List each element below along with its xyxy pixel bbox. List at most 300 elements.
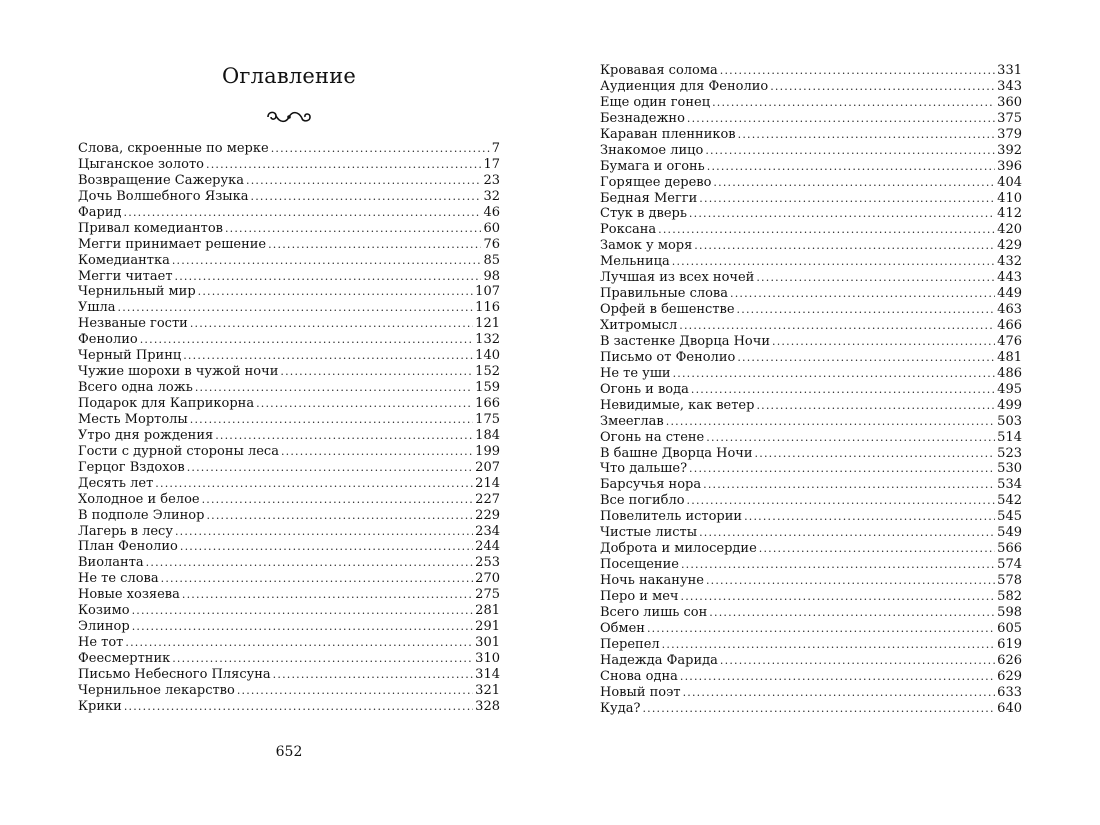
- toc-entry: [600, 238, 1022, 254]
- toc-entry: [78, 173, 500, 189]
- toc-entry-page: 396: [997, 158, 1022, 174]
- toc-dot-leader: [190, 412, 473, 428]
- toc-entry-page: 404: [997, 174, 1022, 190]
- toc-entry-page: 379: [997, 126, 1022, 142]
- toc-entry-title: Мегги читает: [78, 268, 173, 284]
- toc-entry-title: Надежда Фарида: [600, 652, 718, 668]
- toc-entry-title: Всего одна ложь: [78, 380, 193, 396]
- toc-entry-title: Барсучья нора: [600, 477, 702, 493]
- toc-dot-leader: [755, 446, 996, 462]
- toc-entry: [78, 651, 500, 667]
- toc-dot-leader: [281, 444, 473, 460]
- toc-dot-leader: [681, 557, 995, 573]
- toc-dot-leader: [198, 284, 474, 300]
- toc-entry-title: В башне Дворца Ночи: [600, 445, 753, 461]
- toc-dot-leader: [273, 667, 474, 683]
- toc-entry-title: Фенолио: [78, 332, 138, 348]
- toc-entry-title: Герцог Вздохов: [78, 459, 185, 475]
- toc-entry-title: Крики: [78, 698, 122, 714]
- toc-dot-leader: [756, 398, 995, 414]
- toc-entry-title: Чернильный мир: [78, 284, 196, 300]
- toc-entry: [600, 79, 1022, 95]
- toc-dot-leader: [124, 699, 473, 715]
- toc-dot-leader: [202, 492, 474, 508]
- toc-entry: [78, 316, 500, 332]
- toc-dot-leader: [268, 237, 481, 253]
- toc-dot-leader: [666, 414, 995, 430]
- toc-entry-page: 443: [997, 270, 1022, 286]
- toc-entry-title: Правильные слова: [600, 286, 729, 302]
- toc-entry-title: Не тот: [78, 635, 124, 651]
- toc-entry: [600, 461, 1022, 477]
- toc-entry-page: 46: [483, 204, 500, 220]
- toc-entry-page: 466: [997, 318, 1022, 333]
- toc-entry-title: Знакомое лицо: [600, 142, 704, 158]
- toc-entry-title: Безнадежно: [600, 110, 685, 126]
- toc-entry-page: 227: [475, 491, 500, 507]
- toc-entry-page: 253: [475, 555, 500, 571]
- fleuron-ornament-icon: [264, 108, 314, 126]
- toc-entry: [78, 539, 500, 555]
- toc-entry-page: 17: [483, 156, 500, 172]
- toc-entry-page: 321: [475, 682, 500, 698]
- toc-entry: [600, 127, 1022, 143]
- toc-entry-title: Чистые листы: [600, 525, 698, 541]
- toc-entry-page: 481: [997, 349, 1022, 365]
- toc-entry: [78, 508, 500, 524]
- toc-entry: [78, 157, 500, 173]
- toc-entry: [78, 221, 500, 237]
- toc-dot-leader: [673, 366, 996, 382]
- toc-entry-page: 214: [475, 475, 500, 491]
- toc-entry-title: Привал комедиантов: [78, 220, 223, 236]
- toc-entry-page: 152: [475, 364, 500, 380]
- toc-dot-leader: [683, 685, 996, 701]
- toc-entry-title: Бедная Мегги: [600, 190, 698, 206]
- toc-dot-leader: [161, 571, 474, 587]
- toc-entry: [600, 509, 1022, 525]
- toc-entry-page: 270: [475, 571, 500, 587]
- toc-entry-title: Роксана: [600, 222, 657, 238]
- toc-entry: [600, 366, 1022, 382]
- toc-entry: [78, 587, 500, 603]
- toc-entry: [600, 191, 1022, 207]
- toc-entry-page: 116: [475, 300, 500, 316]
- toc-entry-title: Десять лет: [78, 475, 154, 491]
- toc-dot-leader: [237, 683, 473, 699]
- toc-dot-leader: [187, 460, 473, 476]
- toc-entry-page: 412: [997, 206, 1022, 222]
- toc-entry-title: Все погибло: [600, 493, 685, 509]
- toc-entry: [600, 350, 1022, 366]
- toc-entry-title: Стук в дверь: [600, 206, 687, 222]
- toc-entry-page: 463: [997, 302, 1022, 318]
- toc-entry-page: 549: [997, 525, 1022, 541]
- toc-entry-page: 7: [491, 141, 500, 156]
- toc-entry-title: Что дальше?: [600, 461, 688, 477]
- toc-dot-leader: [182, 587, 473, 603]
- toc-entry: [600, 605, 1022, 621]
- toc-entry-page: 175: [475, 411, 500, 427]
- toc-entry-page: 132: [475, 332, 500, 348]
- toc-entry-title: Мельница: [600, 254, 670, 270]
- toc-entry-page: 582: [997, 588, 1022, 604]
- toc-entry-title: Караван пленников: [600, 126, 736, 142]
- toc-entry-page: 495: [997, 381, 1022, 397]
- toc-entry-title: Холодное и белое: [78, 491, 200, 507]
- toc-entry-page: 429: [997, 238, 1022, 254]
- toc-dot-leader: [124, 205, 482, 221]
- toc-entry-title: Огонь на стене: [600, 429, 705, 445]
- toc-entry-title: Письмо Небесного Плясуна: [78, 666, 271, 682]
- toc-entry-title: В подполе Элинор: [78, 507, 205, 523]
- toc-entry: [78, 412, 500, 428]
- toc-dot-leader: [680, 669, 995, 685]
- toc-entry-title: Горящее дерево: [600, 174, 712, 190]
- toc-entry: [600, 685, 1022, 701]
- toc-entry: [600, 254, 1022, 270]
- toc-dot-leader: [256, 396, 473, 412]
- toc-entry: [600, 382, 1022, 398]
- toc-entry-title: Ночь накануне: [600, 573, 704, 588]
- toc-entry-title: Письмо от Фенолио: [600, 349, 736, 365]
- toc-entry-page: 598: [997, 604, 1022, 620]
- toc-entry-title: Огонь и вода: [600, 381, 689, 397]
- toc-dot-leader: [662, 637, 996, 653]
- toc-dot-leader: [687, 111, 995, 127]
- toc-entry: [78, 348, 500, 364]
- toc-entry-title: Ушла: [78, 300, 116, 316]
- toc-dot-leader: [172, 253, 482, 269]
- toc-entry: [78, 237, 500, 253]
- toc-entry: [600, 621, 1022, 637]
- toc-entry-page: 166: [475, 396, 500, 411]
- toc-dot-leader: [712, 95, 995, 111]
- toc-entry: [600, 557, 1022, 573]
- toc-entry: [600, 302, 1022, 318]
- toc-entry-page: 375: [997, 110, 1022, 126]
- toc-entry-page: 360: [997, 94, 1022, 110]
- toc-entry: [600, 493, 1022, 509]
- page-title: Оглавление: [221, 64, 357, 88]
- toc-entry-title: Виоланта: [78, 555, 144, 571]
- toc-dot-leader: [175, 524, 473, 540]
- toc-entry: [78, 619, 500, 635]
- toc-entry: [600, 477, 1022, 493]
- toc-entry-page: 140: [475, 348, 500, 364]
- toc-dot-leader: [132, 619, 473, 635]
- toc-dot-leader: [759, 541, 995, 557]
- toc-dot-leader: [679, 318, 995, 334]
- toc-entry-title: Дочь Волшебного Языка: [78, 188, 249, 204]
- toc-entry: [600, 286, 1022, 302]
- toc-entry-title: Перепел: [600, 636, 660, 652]
- toc-dot-leader: [738, 127, 996, 143]
- toc-entry-title: Цыганское золото: [78, 156, 204, 172]
- toc-dot-leader: [706, 430, 995, 446]
- toc-dot-leader: [280, 364, 473, 380]
- toc-entry-page: 343: [997, 78, 1022, 94]
- toc-entry-title: Невидимые, как ветер: [600, 397, 755, 413]
- toc-entry-page: 542: [997, 493, 1022, 509]
- toc-entry-title: Чужие шорохи в чужой ночи: [78, 364, 279, 380]
- toc-entry: [600, 398, 1022, 414]
- toc-entry: [78, 284, 500, 300]
- toc-entry-page: 98: [483, 268, 500, 284]
- toc-entry-title: Доброта и милосердие: [600, 541, 757, 557]
- toc-entry-page: 626: [997, 652, 1022, 668]
- toc-entry-page: 410: [997, 190, 1022, 206]
- toc-dot-leader: [730, 286, 995, 302]
- toc-entry-title: Бумага и огонь: [600, 158, 705, 174]
- toc-dot-leader: [183, 348, 473, 364]
- toc-entry-page: 432: [997, 254, 1022, 270]
- toc-entry-title: Замок у моря: [600, 238, 693, 254]
- toc-dot-leader: [175, 269, 482, 285]
- toc-entry-title: Не те уши: [600, 365, 671, 381]
- toc-entry-title: Мегги принимает решение: [78, 236, 267, 252]
- toc-dot-leader: [681, 589, 996, 605]
- toc-entry-page: 121: [475, 316, 500, 332]
- toc-dot-leader: [737, 302, 996, 318]
- toc-entry: [600, 175, 1022, 191]
- toc-entry-page: 530: [997, 461, 1022, 477]
- toc-dot-leader: [225, 221, 481, 237]
- toc-entry-page: 60: [483, 220, 500, 236]
- toc-entry: [600, 637, 1022, 653]
- toc-entry: [600, 414, 1022, 430]
- toc-entry-title: Месть Мортолы: [78, 411, 188, 427]
- toc-dot-leader: [155, 476, 473, 492]
- toc-entry-page: 331: [997, 63, 1022, 78]
- toc-entry: [600, 159, 1022, 175]
- toc-entry: [78, 635, 500, 651]
- toc-entry-page: 244: [475, 539, 500, 555]
- toc-entry-title: В застенке Дворца Ночи: [600, 333, 771, 349]
- toc-entry-page: 420: [997, 222, 1022, 238]
- toc-entry: [78, 460, 500, 476]
- page-number: 652: [275, 744, 303, 760]
- toc-entry-page: 545: [997, 509, 1022, 525]
- toc-entry-page: 229: [475, 507, 500, 523]
- toc-entry-title: Перо и меч: [600, 588, 679, 604]
- toc-entry-page: 159: [475, 380, 500, 396]
- toc-entry: [78, 603, 500, 619]
- toc-entry-page: 476: [997, 333, 1022, 349]
- toc-dot-leader: [756, 270, 995, 286]
- toc-dot-leader: [647, 621, 995, 637]
- toc-entry-page: 574: [997, 557, 1022, 573]
- toc-entry-page: 314: [475, 666, 500, 682]
- toc-dot-leader: [706, 573, 995, 589]
- toc-dot-leader: [271, 141, 490, 157]
- toc-entry: [600, 446, 1022, 462]
- toc-entry-title: Чернильное лекарство: [78, 682, 235, 698]
- toc-entry-title: Лучшая из всех ночей: [600, 270, 755, 286]
- toc-dot-leader: [703, 477, 995, 493]
- toc-dot-leader: [146, 555, 474, 571]
- toc-dot-leader: [707, 159, 995, 175]
- toc-entry-page: 499: [997, 397, 1022, 413]
- toc-dot-leader: [140, 332, 473, 348]
- toc-entry-page: 107: [475, 284, 500, 300]
- toc-dot-leader: [699, 525, 995, 541]
- toc-entry: [78, 300, 500, 316]
- toc-dot-leader: [206, 157, 481, 173]
- toc-entry-title: Куда?: [600, 700, 641, 716]
- toc-dot-leader: [713, 175, 995, 191]
- toc-entry-page: 514: [997, 429, 1022, 445]
- toc-entry-page: 234: [475, 523, 500, 539]
- toc-entry-page: 85: [483, 252, 500, 268]
- toc-dot-leader: [125, 635, 473, 651]
- toc-entry-title: Утро дня рождения: [78, 427, 214, 443]
- toc-dot-leader: [118, 300, 474, 316]
- toc-dot-leader: [195, 380, 473, 396]
- toc-entry-title: Возвращение Сажерука: [78, 172, 244, 188]
- toc-entry: [600, 525, 1022, 541]
- toc-entry-page: 523: [997, 445, 1022, 461]
- toc-entry-page: 392: [997, 142, 1022, 158]
- toc-entry-title: Орфей в бешенстве: [600, 302, 735, 318]
- toc-entry: [78, 683, 500, 699]
- toc-entry-title: Незваные гости: [78, 316, 188, 332]
- toc-entry-title: Фарид: [78, 204, 122, 220]
- toc-entry-title: Аудиенция для Фенолио: [600, 78, 769, 94]
- toc-dot-leader: [699, 191, 995, 207]
- toc-entry-page: 534: [997, 477, 1022, 493]
- toc-entry: [78, 141, 500, 157]
- toc-entry-page: 76: [483, 236, 500, 252]
- toc-entry: [600, 573, 1022, 589]
- toc-entry: [600, 589, 1022, 605]
- toc-entry-title: Лагерь в лесу: [78, 523, 173, 539]
- toc-entry-title: Змееглав: [600, 413, 664, 429]
- toc-entry-page: 486: [997, 365, 1022, 381]
- toc-entry: [78, 428, 500, 444]
- toc-dot-leader: [689, 461, 995, 477]
- toc-entry-page: 566: [997, 541, 1022, 557]
- toc-entry: [78, 205, 500, 221]
- toc-entry-page: 32: [483, 188, 500, 204]
- toc-entry-title: Еще один гонец: [600, 94, 711, 110]
- toc-entry-title: План Фенолио: [78, 539, 178, 555]
- toc-entry-page: 629: [997, 668, 1022, 684]
- toc-entry-page: 449: [997, 286, 1022, 302]
- toc-entry-page: 199: [475, 443, 500, 459]
- toc-dot-leader: [251, 189, 482, 205]
- toc-entry: [600, 430, 1022, 446]
- toc-entry: [600, 669, 1022, 685]
- toc-entry: [78, 571, 500, 587]
- toc-dot-leader: [132, 603, 474, 619]
- toc-dot-leader: [720, 63, 995, 79]
- table-of-contents-left: [78, 141, 500, 715]
- toc-entry: [78, 699, 500, 715]
- toc-entry: [600, 206, 1022, 222]
- toc-entry-page: 640: [997, 700, 1022, 716]
- toc-entry-page: 619: [997, 636, 1022, 652]
- toc-dot-leader: [772, 334, 995, 350]
- toc-dot-leader: [190, 316, 473, 332]
- toc-dot-leader: [709, 605, 995, 621]
- toc-entry: [78, 476, 500, 492]
- toc-entry-page: 633: [997, 684, 1022, 700]
- toc-entry-page: 605: [997, 620, 1022, 636]
- toc-dot-leader: [658, 222, 995, 238]
- toc-entry-page: 23: [483, 172, 500, 188]
- toc-entry-page: 301: [475, 635, 500, 651]
- toc-entry: [78, 332, 500, 348]
- toc-dot-leader: [246, 173, 481, 189]
- toc-entry-page: 291: [475, 619, 500, 635]
- toc-dot-leader: [705, 143, 995, 159]
- toc-entry: [78, 364, 500, 380]
- toc-dot-leader: [737, 350, 995, 366]
- table-of-contents-right: [600, 63, 1022, 716]
- toc-dot-leader: [770, 79, 995, 95]
- toc-entry: [600, 701, 1022, 717]
- toc-entry: [600, 318, 1022, 334]
- toc-entry: [600, 222, 1022, 238]
- toc-entry-title: Гости с дурной стороны леса: [78, 443, 279, 459]
- toc-dot-leader: [687, 493, 996, 509]
- toc-entry: [78, 555, 500, 571]
- toc-entry: [78, 524, 500, 540]
- toc-entry: [78, 492, 500, 508]
- toc-dot-leader: [694, 238, 995, 254]
- toc-dot-leader: [180, 539, 473, 555]
- toc-entry-title: Повелитель истории: [600, 509, 743, 525]
- toc-entry: [78, 269, 500, 285]
- toc-entry-title: Всего лишь сон: [600, 604, 708, 620]
- toc-entry-title: Обмен: [600, 620, 645, 636]
- toc-entry-title: Феесмертник: [78, 651, 171, 666]
- toc-entry: [600, 270, 1022, 286]
- toc-entry-page: 328: [475, 698, 500, 714]
- toc-entry: [78, 444, 500, 460]
- toc-entry-title: Не те слова: [78, 571, 159, 587]
- toc-entry-title: Козимо: [78, 603, 130, 619]
- toc-entry-title: Элинор: [78, 619, 130, 635]
- toc-dot-leader: [744, 509, 995, 525]
- toc-dot-leader: [720, 653, 995, 669]
- toc-entry: [600, 334, 1022, 350]
- toc-dot-leader: [215, 428, 473, 444]
- toc-entry-title: Подарок для Каприкорна: [78, 396, 255, 411]
- toc-dot-leader: [672, 254, 995, 270]
- toc-entry-title: Черный Принц: [78, 348, 182, 364]
- toc-entry-title: Новый поэт: [600, 684, 681, 700]
- toc-dot-leader: [172, 651, 473, 667]
- toc-entry-title: Снова одна: [600, 668, 678, 684]
- toc-entry-title: Слова, скроенные по мерке: [78, 141, 269, 156]
- toc-entry: [78, 189, 500, 205]
- toc-entry-page: 281: [475, 603, 500, 619]
- toc-entry: [78, 667, 500, 683]
- toc-entry-title: Комедиантка: [78, 252, 170, 268]
- toc-entry: [600, 95, 1022, 111]
- toc-entry-page: 578: [997, 573, 1022, 588]
- toc-entry-title: Новые хозяева: [78, 587, 180, 603]
- toc-entry: [600, 111, 1022, 127]
- toc-entry: [600, 653, 1022, 669]
- toc-entry: [78, 380, 500, 396]
- toc-entry-title: Кровавая солома: [600, 63, 718, 78]
- toc-entry-title: Посещение: [600, 557, 679, 573]
- toc-entry: [600, 541, 1022, 557]
- toc-entry-title: Хитромысл: [600, 318, 678, 333]
